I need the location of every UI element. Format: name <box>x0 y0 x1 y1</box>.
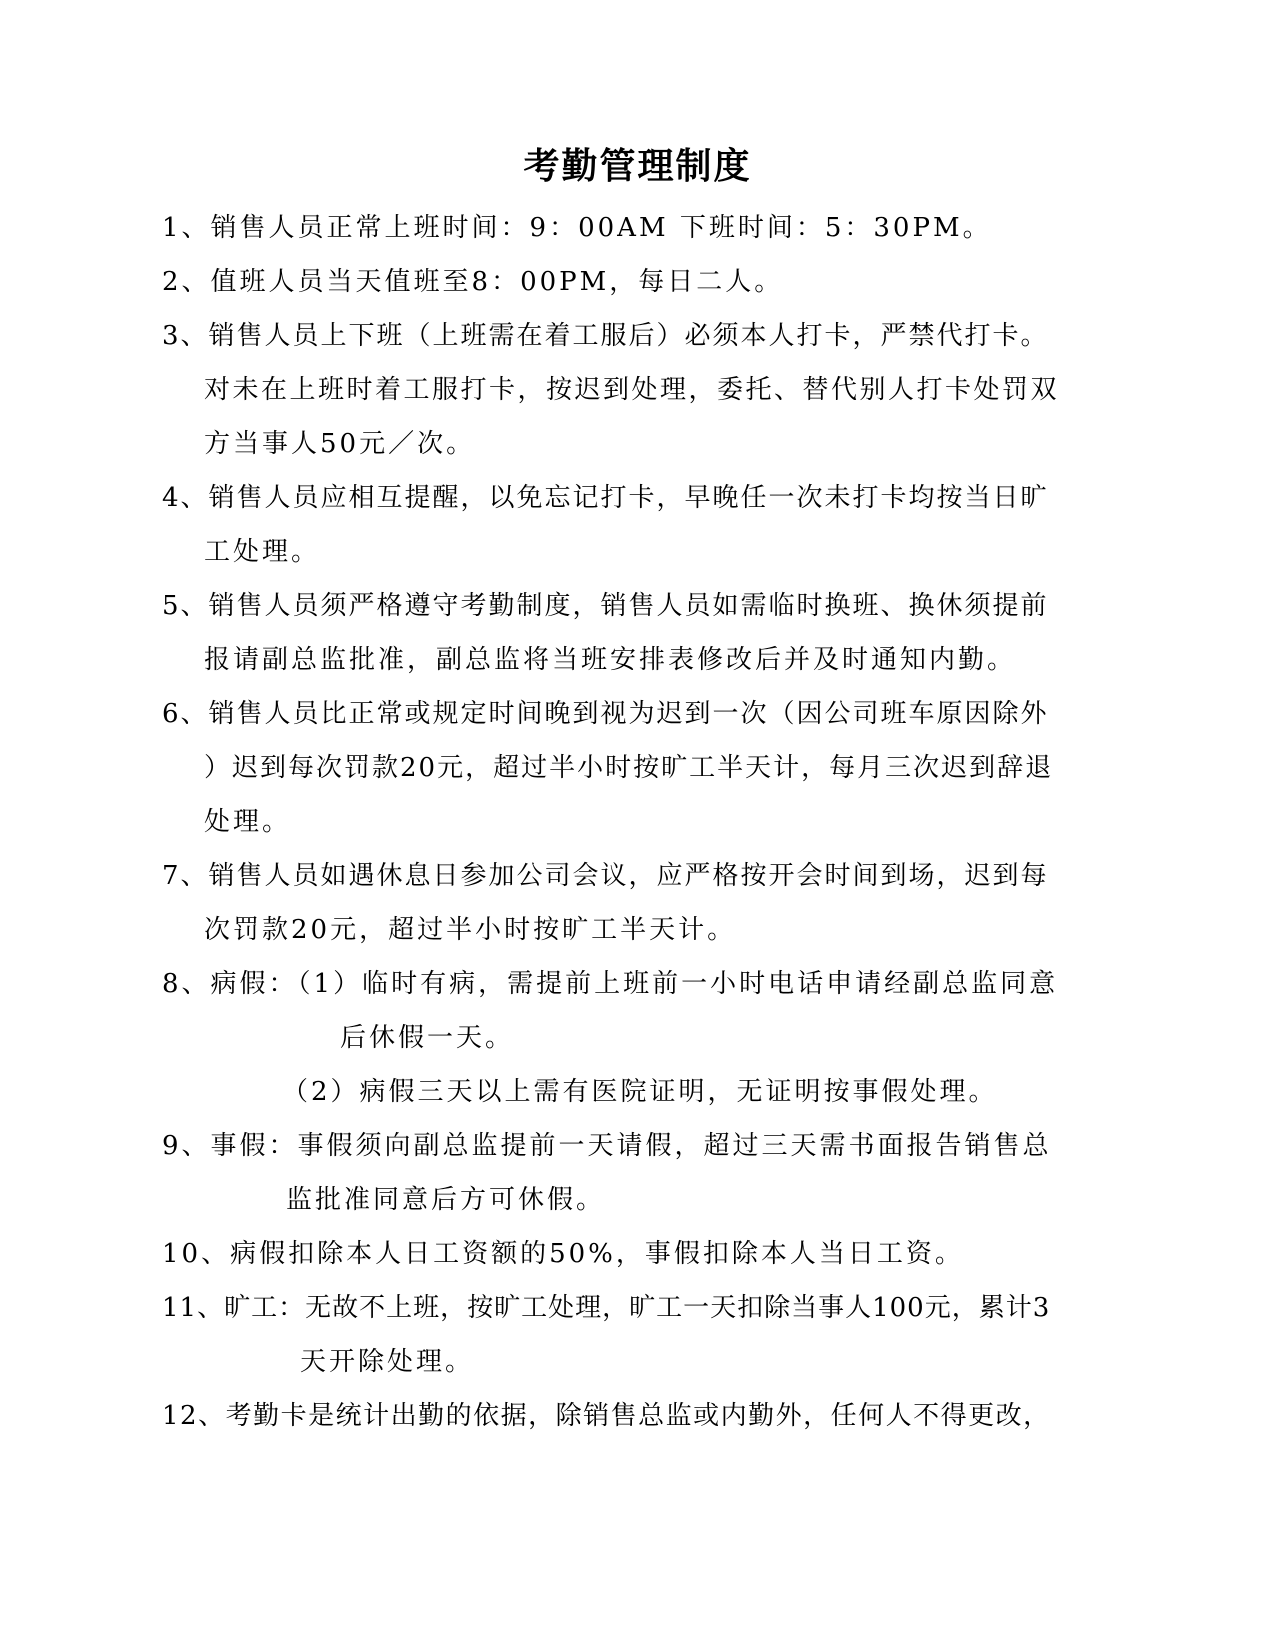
rule-5-line-1: 5、销售人员须严格遵守考勤制度，销售人员如需临时换班、换休须提前 <box>162 591 1049 621</box>
rule-9-line-1: 9、事假：事假须向副总监提前一天请假，超过三天需书面报告销售总 <box>162 1131 1052 1161</box>
rule-8-line-3: （2）病假三天以上需有医院证明，无证明按事假处理。 <box>282 1077 998 1107</box>
rule-11-line-2: 天开除处理。 <box>300 1347 475 1377</box>
rule-6-line-2: ）迟到每次罚款20元，超过半小时按旷工半天计，每月三次迟到辞退 <box>204 753 1054 783</box>
rule-4-line-1: 4、销售人员应相互提醒，以免忘记打卡，早晚任一次未打卡均按当日旷 <box>162 483 1049 513</box>
rule-3-line-3: 方当事人50元／次。 <box>204 429 476 459</box>
rule-6-line-1: 6、销售人员比正常或规定时间晚到视为迟到一次（因公司班车原因除外 <box>162 699 1049 729</box>
rule-11-line-1: 11、旷工：无故不上班，按旷工处理，旷工一天扣除当事人100元，累计3 <box>162 1293 1051 1323</box>
rule-3-line-2: 对未在上班时着工服打卡，按迟到处理，委托、替代别人打卡处罚双 <box>204 375 1060 405</box>
rule-2-line-1: 2、值班人员当天值班至8：00PM，每日二人。 <box>162 267 784 297</box>
rule-10-line-1: 10、病假扣除本人日工资额的50%，事假扣除本人当日工资。 <box>162 1239 964 1269</box>
rule-7-line-1: 7、销售人员如遇休息日参加公司会议，应严格按开会时间到场，迟到每 <box>162 861 1049 891</box>
rule-5-line-2: 报请副总监批准，副总监将当班安排表修改后并及时通知内勤。 <box>204 645 1017 675</box>
rule-8-line-2: 后休假一天。 <box>340 1023 515 1053</box>
rule-6-line-3: 处理。 <box>204 807 292 837</box>
rule-8-line-1: 8、病假：（1）临时有病，需提前上班前一小时电话申请经副总监同意 <box>162 969 1059 999</box>
rule-9-line-2: 监批准同意后方可休假。 <box>286 1185 606 1215</box>
rule-3-line-1: 3、销售人员上下班（上班需在着工服后）必须本人打卡，严禁代打卡。 <box>162 321 1049 351</box>
rule-12-line-1: 12、考勤卡是统计出勤的依据，除销售总监或内勤外，任何人不得更改， <box>162 1401 1051 1431</box>
rule-1-line-1: 1、销售人员正常上班时间：9：00AM 下班时间：5：30PM。 <box>162 213 992 243</box>
document-title: 考勤管理制度 <box>523 145 752 187</box>
rule-4-line-2: 工处理。 <box>204 537 321 567</box>
rule-7-line-2: 次罚款20元，超过半小时按旷工半天计。 <box>204 915 737 945</box>
